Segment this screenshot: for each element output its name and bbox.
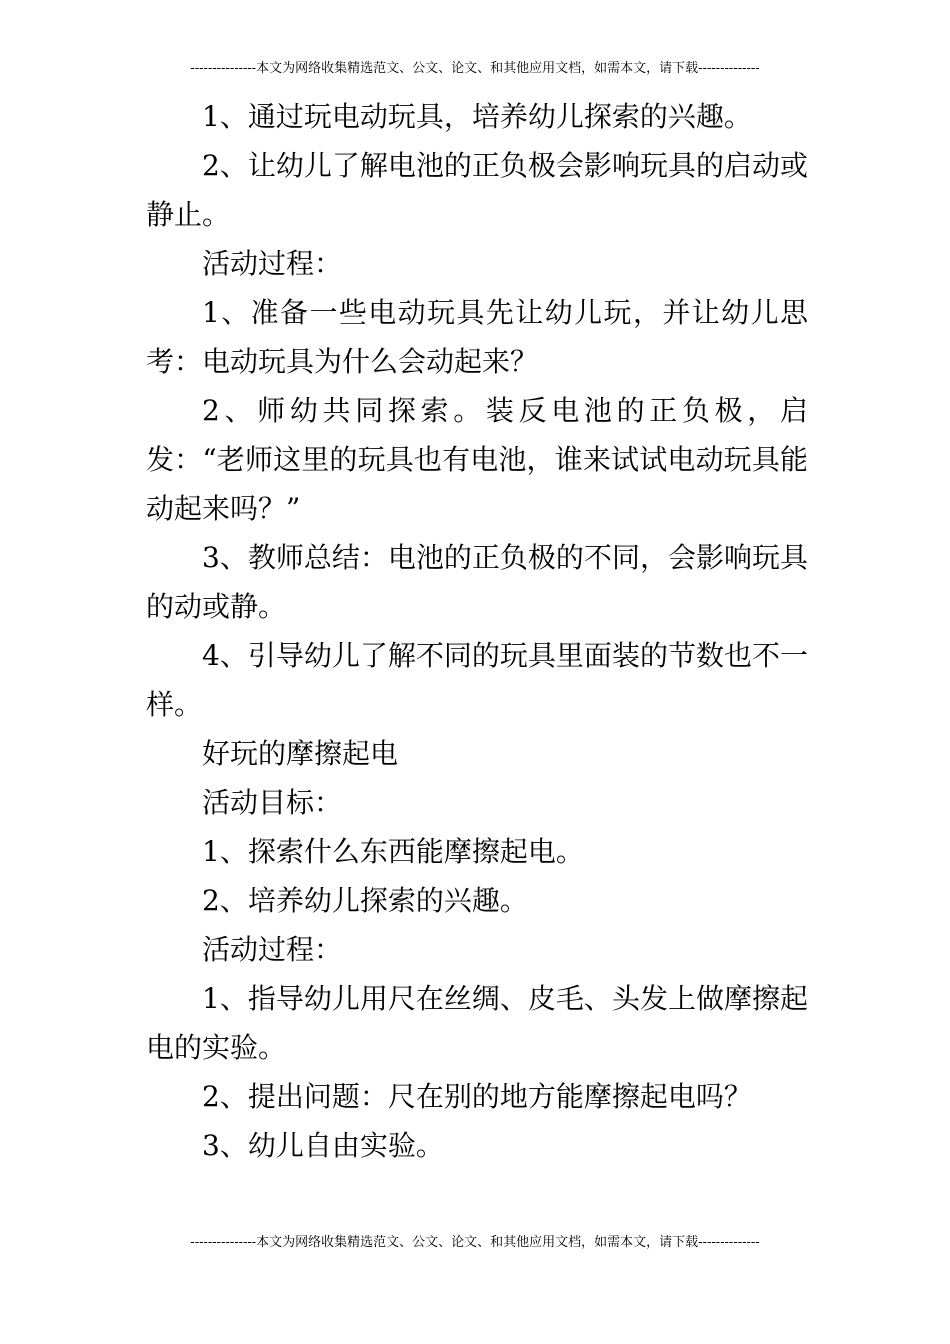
- page-footer: ---------------本文为网络收集精选范文、公文、论文、和其他应用文档，如需本文，请下载--------------: [190, 1235, 760, 1250]
- paragraph: 3、幼儿自由实验。: [202, 1129, 444, 1162]
- paragraph: 1、探索什么东西能摩擦起电。: [202, 835, 584, 868]
- page-header: ---------------本文为网络收集精选范文、公文、论文、和其他应用文档，如需本文，请下载--------------: [190, 61, 760, 76]
- paragraph: 2、培养幼儿探索的兴趣。: [202, 884, 528, 917]
- paragraph: 1、准备一些电动玩具先让幼儿玩，并让幼儿思考：电动玩具为什么会动起来？: [146, 296, 808, 378]
- paragraph: 1、指导幼儿用尺在丝绸、皮毛、头发上做摩擦起电的实验。: [146, 982, 808, 1064]
- paragraph: 2、让幼儿了解电池的正负极会影响玩具的启动或静止。: [146, 149, 808, 231]
- paragraph: 活动过程：: [202, 247, 343, 280]
- paragraph: 2、提出问题：尺在别的地方能摩擦起电吗？: [202, 1080, 752, 1113]
- paragraph: 2、师幼共同探索。装反电池的正负极，启发：“老师这里的玩具也有电池，谁来试试电动玩具能动起来吗？”: [146, 394, 808, 525]
- section-title: 好玩的摩擦起电: [202, 737, 399, 770]
- paragraph: 活动过程：: [202, 933, 343, 966]
- paragraph: 4、引导幼儿了解不同的玩具里面装的节数也不一样。: [146, 639, 808, 721]
- document-body: [146, 92, 808, 1170]
- paragraph: 1、通过玩电动玩具，培养幼儿探索的兴趣。: [202, 100, 752, 133]
- paragraph: 活动目标：: [202, 786, 343, 819]
- paragraph: 3、教师总结：电池的正负极的不同，会影响玩具的动或静。: [146, 541, 808, 623]
